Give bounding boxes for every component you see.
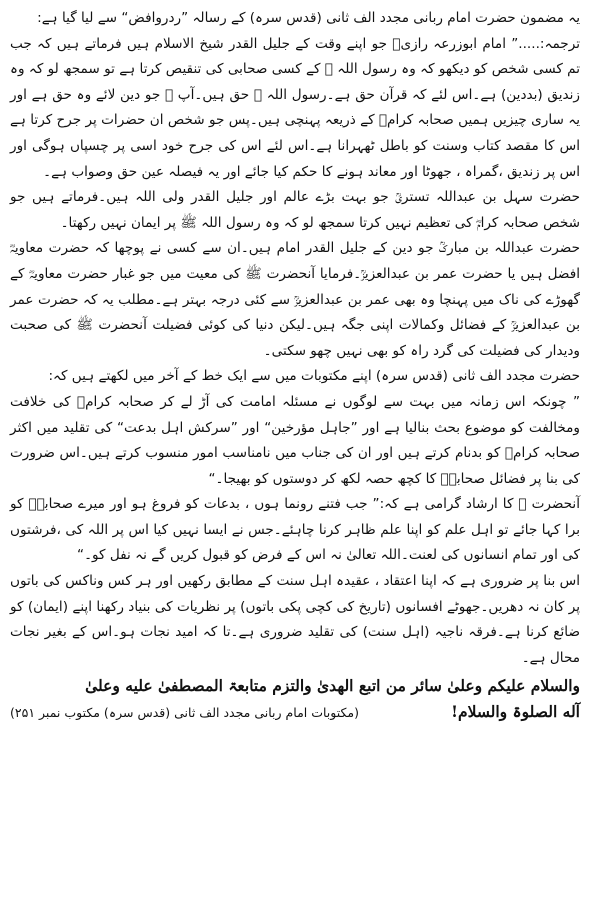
translation-paragraph: ترجمہ:.....” امام ابوزرعہ رازیؒ جو اپنے وقت کے جلیل القدر شیخ الاسلام ہیں فرماتے ہیں کہ جب تم کسی شخص کو دیکھو کہ وہ رسول اللہ ﷺ کے کسی صحابی کی تنقیص کرتا ہے تو سمجھ لو کہ وہ زندیق (بددین) ہے۔اس لئے کہ قرآن حق ہے۔رسول اللہ ﷺ حق ہیں۔آپ ﷺ جو دین لائے وہ حق ہے اور یہ ساری چیزیں ہمیں صحابہ کرامؓ کے ذریعہ پہنچی ہیں۔پس جو شخص ان حضرات پر جرح کرتا ہے اس کا مقصد کتاب وسنت کو باطل ٹھہرانا ہے۔اس لئے اس کی جرح خود اسی پر چسپاں ہوگی اور اس پر زندیق ،گمراہ ، جھوٹا اور معاند ہونے کا حکم کیا جائے اور یہ فیصلہ عین حق وصواب ہے۔ — [10, 35, 580, 180]
letter-quote-paragraph: ” چونکہ اس زمانہ میں بہت سے لوگوں نے مسئلہ امامت کی آڑ لے کر صحابہ کرامؓ کی خلافت ومخالفت کو موضوع بحث بنالیا ہے اور ”جاہل مؤرخین“ اور ”سرکش اہل بدعت“ کی تقلید میں اکثر صحابہ کرامؓ کو بدنام کرتے ہیں اور ان کی جناب میں نامناسب امور منسوب کرتے ہیں۔اس ضرورت کی بنا پر فضائل صحابہؓ کا کچھ حصہ لکھ کر دوستوں کو بھیجا۔“ — [10, 393, 580, 487]
source-reference: (مکتوبات امام ربانی مجدد الف ثانی (قدس سرہ) مکتوب نمبر ۲۵۱) — [10, 705, 359, 721]
mujaddid-intro-paragraph: حضرت مجدد الف ثانی (قدس سرہ) اپنے مکتوبات میں سے ایک خط کے آخر میں لکھتے ہیں کہ: — [48, 368, 580, 385]
hadith-paragraph: آنحضرت ﷺ کا ارشاد گرامی ہے کہ:” جب فتنے رونما ہوں ، بدعات کو فروغ ہو اور میرے صحابہؓ کو برا کہا جائے تو اہل علم کو اپنا علم ظاہر کرنا چاہئے۔جس نے ایسا نہیں کیا اس پر اللہ کی ،فرشتوں کی اور تمام انسانوں کی لعنت۔اللہ تعالیٰ نہ اس کے فرض کو قبول کریں گے نہ نفل کو۔“ — [10, 496, 580, 564]
closing-row — [10, 699, 580, 725]
sahl-paragraph: حضرت سہل بن عبداللہ تستریؒ جو بہت بڑے عالم اور جلیل القدر ولی اللہ ہیں۔فرماتے ہیں جو شخص صحابہ کرامؓ کی تعظیم نہیں کرتا سمجھ لو کہ وہ رسول اللہ ﷺ پر ایمان نہیں رکھتا۔ — [10, 189, 580, 231]
conclusion-paragraph: اس بنا پر ضروری ہے کہ اپنا اعتقاد ، عقیدہ اہل سنت کے مطابق رکھیں اور ہر کس وناکس کی باتوں پر کان نہ دھریں۔جھوٹے افسانوں (تاریخ کی کچی پکی باتوں) پر نظریات کی بنیاد رکھنا اپنے (ایمان) کو ضائع کرنا ہے۔فرقہ ناجیہ (اہل سنت) کی تقلید ضروری ہے۔تا کہ امید نجات ہو۔اس کے بغیر نجات محال ہے۔ — [10, 573, 580, 666]
intro-paragraph: یہ مضمون حضرت امام ربانی مجدد الف ثانی (قدس سرہ) کے رسالہ ”ردروافض“ سے لیا گیا ہے: — [37, 10, 580, 26]
closing-salutation: والسلام علیکم وعلیٰ سائر من اتبع الھدیٰ والتزم متابعۃ المصطفیٰ علیه وعلیٰ — [85, 676, 580, 696]
closing-salutation-end: آله الصلوۃ والسلام! — [451, 702, 580, 722]
ibn-mubarak-paragraph: حضرت عبداللہ بن مبارکؒ جو دین کے جلیل القدر امام ہیں۔ان سے کسی نے پوچھا کہ حضرت معاویہؓ افضل ہیں یا حضرت عمر بن عبدالعزیزؒ۔فرمایا آنحضرت ﷺ کی معیت میں جو غبار حضرت معاویہؓ کے گھوڑے کی ناک میں پہنچا وہ بھی عمر بن عبدالعزیزؒ سے کئی درجہ بہتر ہے۔مطلب یہ کہ حضرت عمر بن عبدالعزیزؒ کے فضائل وکمالات اپنی جگہ ہیں۔لیکن دنیا کی کوئی فضیلت آنحضرت ﷺ کی صحبت ودیدار کی فضیلت کی گرد راہ کو بھی نہیں چھو سکتی۔ — [10, 240, 580, 359]
